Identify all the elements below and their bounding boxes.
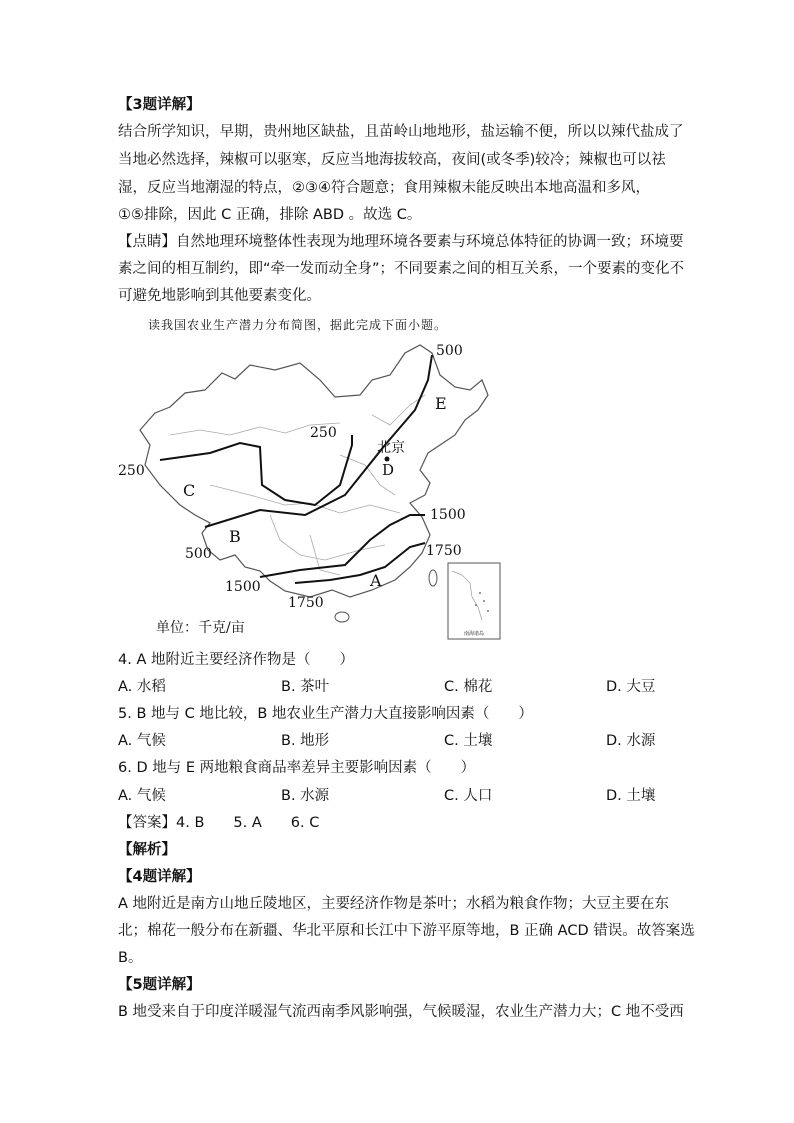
q3-line-1: 结合所学知识，早期，贵州地区缺盐，且苗岭山地地形，盐运输不便，所以以辣代盐成了 xyxy=(118,124,684,140)
label-1750-s: 1750 xyxy=(288,595,324,611)
dianjing-line-3: 可避免地影响到其他要素变化。 xyxy=(118,288,321,304)
dianjing-line-1: 【点睛】自然地理环境整体性表现为地理环境各要素与环境总体特征的协调一致；环境要 xyxy=(118,234,684,250)
label-250-w: 250 xyxy=(118,463,145,479)
q4-detail-line-2: 北；棉花一般分布在新疆、华北平原和长江中下游平原等地，B 正确 ACD 错误。故答案选 xyxy=(118,923,695,939)
label-beijing: 北京 xyxy=(377,440,405,456)
dianjing-line-2: 素之间的相互制约，即“牵一发而动全身”；不同要素之间的相互关系，一个要素的变化不 xyxy=(118,261,685,277)
q3-line-4: ①⑤排除，因此 C 正确，排除 ABD 。故选 C。 xyxy=(118,207,422,223)
q4-detail-heading: 【4题详解】 xyxy=(118,869,201,885)
q6-option-c[interactable]: C. 人口 xyxy=(444,788,493,804)
q4-option-a[interactable]: A. 水稻 xyxy=(118,679,166,695)
q5-option-b[interactable]: B. 地形 xyxy=(281,733,330,749)
hainan-island xyxy=(335,612,349,622)
taiwan-island xyxy=(429,570,437,586)
question-6: 6. D 地与 E 两地粮食商品率差异主要影响因素（ ） xyxy=(118,760,476,776)
q5-option-a[interactable]: A. 气候 xyxy=(118,733,166,749)
jiexi-heading: 【解析】 xyxy=(118,842,176,858)
q5-detail-heading: 【5题详解】 xyxy=(118,977,201,993)
q5-option-d[interactable]: D. 水源 xyxy=(606,733,656,749)
q4-detail-line-3: B。 xyxy=(118,950,143,966)
label-C: C xyxy=(183,481,196,500)
q6-option-a[interactable]: A. 气候 xyxy=(118,788,166,804)
q6-option-d[interactable]: D. 土壤 xyxy=(606,788,656,804)
isoline-1500 xyxy=(260,515,425,577)
q3-line-3: 湿，反应当地潮湿的特点，②③④符合题意；食用辣椒未能反映出本地高温和多风， xyxy=(118,180,650,196)
q5-detail-line-1: B 地受来自于印度洋暖湿气流西南季风影响强，气候暖湿，农业生产潜力大；C 地不受西 xyxy=(118,1004,684,1020)
q4-option-c[interactable]: C. 棉花 xyxy=(444,679,493,695)
q5-option-c[interactable]: C. 土壤 xyxy=(444,733,493,749)
q3-line-2: 当地必然选择，辣椒可以驱寒，反应当地海拔较高，夜间(或冬季)较冷；辣椒也可以祛 xyxy=(118,152,666,168)
label-1500-e: 1500 xyxy=(430,507,466,523)
q4-option-b[interactable]: B. 茶叶 xyxy=(281,679,330,695)
map-unit: 单位：千克/亩 xyxy=(156,620,245,636)
q4-detail-line-1: A 地附近是南方山地丘陵地区，主要经济作物是茶叶；水稻为粮食作物；大豆主要在东 xyxy=(118,896,670,912)
agriculture-potential-map xyxy=(110,335,510,645)
label-1750-e: 1750 xyxy=(426,543,462,559)
question-5: 5. B 地与 C 地比较，B 地农业生产潜力大直接影响因素（ ） xyxy=(118,706,533,722)
label-A: A xyxy=(370,571,382,590)
q4-option-d[interactable]: D. 大豆 xyxy=(606,679,656,695)
label-1500-s: 1500 xyxy=(225,579,261,595)
label-B: B xyxy=(229,527,241,546)
label-500-sw: 500 xyxy=(185,546,212,562)
inset-label: 南海诸岛 xyxy=(463,631,485,637)
label-E: E xyxy=(435,394,447,413)
label-250-n: 250 xyxy=(310,425,337,441)
answer-line: 【答案】4. B 5. A 6. C xyxy=(118,815,320,831)
label-D: D xyxy=(382,461,395,479)
q3-heading: 【3题详解】 xyxy=(118,97,201,113)
label-500-ne: 500 xyxy=(436,343,463,359)
q6-option-b[interactable]: B. 水源 xyxy=(281,788,330,804)
question-4: 4. A 地附近主要经济作物是（ ） xyxy=(118,652,354,668)
map-caption: 读我国农业生产潜力分布简图，据此完成下面小题。 xyxy=(148,318,448,332)
